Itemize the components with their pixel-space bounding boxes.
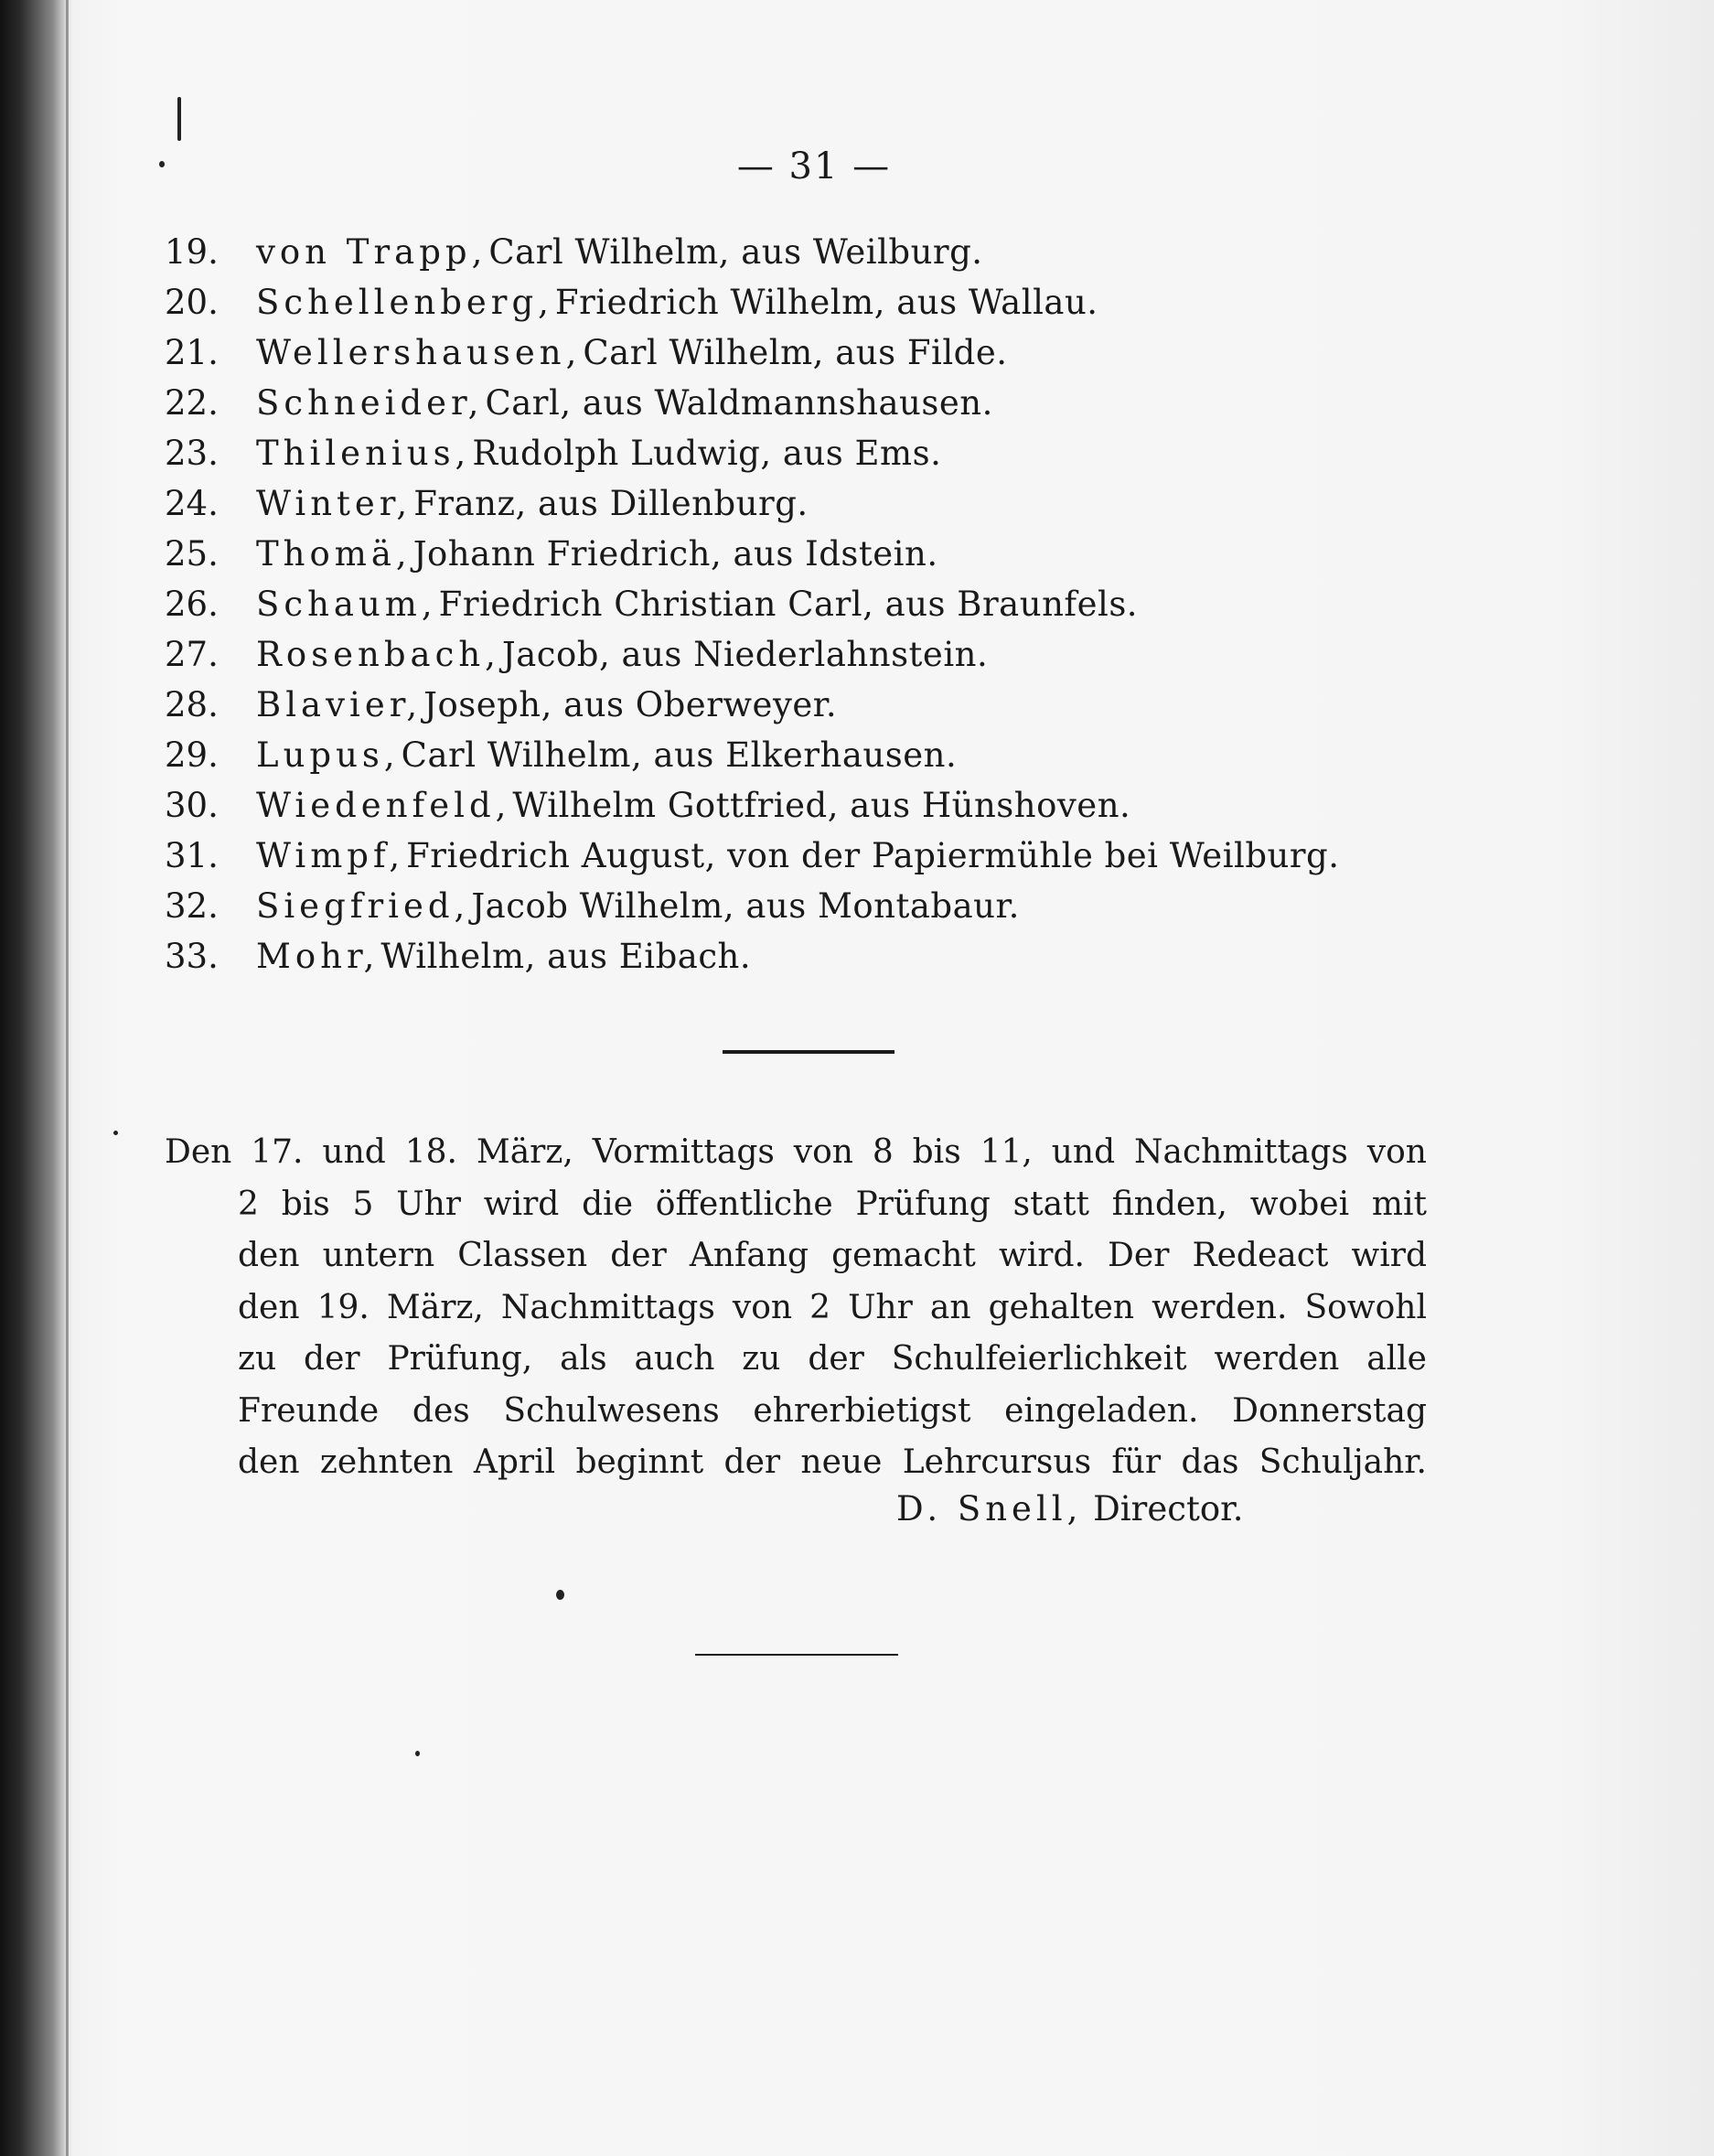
entry-details: Wilhelm Gottfried, aus Hünshoven. bbox=[512, 786, 1131, 825]
entry-surname: Schneider, bbox=[256, 383, 484, 423]
notice-line: 2 bis 5 Uhr wird die öffentliche Prüfung statt finden, wobei mit bbox=[238, 1185, 1427, 1223]
ink-speck bbox=[177, 97, 181, 141]
entry-number: 19. bbox=[165, 232, 219, 272]
entry-surname: Wiedenfeld, bbox=[256, 786, 511, 825]
roster-entry bbox=[165, 881, 1463, 931]
entry-number: 31. bbox=[165, 836, 219, 875]
entry-surname: Wimpf, bbox=[256, 836, 405, 875]
entry-details: Jacob Wilhelm, aus Montabaur. bbox=[471, 886, 1020, 926]
notice-line: zu der Prüfung, als auch zu der Schulfeierlichkeit werden alle bbox=[238, 1340, 1427, 1378]
entry-details: Carl Wilhelm, aus Elkerhausen. bbox=[401, 735, 958, 775]
roster-entry bbox=[165, 478, 1463, 529]
notice-line: den 19. März, Nachmittags von 2 Uhr an gehalten werden. Sowohl bbox=[238, 1288, 1427, 1326]
notice-line: Den 17. und 18. März, Vormittags von 8 bis 11, und Nachmittags von bbox=[165, 1133, 1427, 1171]
entry-surname: Mohr, bbox=[256, 937, 380, 976]
notice-line: den zehnten April beginnt der neue Lehrcursus für das Schuljahr. bbox=[238, 1443, 1427, 1481]
entry-surname: Winter, bbox=[256, 484, 412, 523]
roster-entry bbox=[165, 227, 1463, 277]
roster-entry bbox=[165, 831, 1463, 881]
entry-surname: Schellenberg, bbox=[256, 283, 553, 322]
entry-details: Wilhelm, aus Eibach. bbox=[380, 937, 752, 976]
ink-speck bbox=[415, 1751, 420, 1756]
entry-surname: Thilenius, bbox=[256, 434, 471, 473]
roster-entry bbox=[165, 680, 1463, 730]
entry-details: Friedrich Wilhelm, aus Wallau. bbox=[554, 283, 1098, 322]
roster-entry bbox=[165, 629, 1463, 680]
entry-details: Carl Wilhelm, aus Weilburg. bbox=[488, 232, 983, 272]
entry-number: 27. bbox=[165, 635, 219, 674]
roster-entry bbox=[165, 529, 1463, 579]
entry-number: 26. bbox=[165, 585, 219, 624]
entry-surname: Rosenbach, bbox=[256, 635, 500, 674]
book-spine-shadow bbox=[0, 0, 68, 2156]
entry-details: Carl, aus Waldmannshausen. bbox=[485, 383, 993, 423]
entry-details: Friedrich August, von der Papiermühle bei Weilburg. bbox=[406, 836, 1340, 875]
entry-details: Carl Wilhelm, aus Filde. bbox=[583, 333, 1008, 372]
roster-entry bbox=[165, 277, 1463, 327]
entry-surname: Thomä, bbox=[256, 534, 412, 574]
entry-number: 21. bbox=[165, 333, 219, 372]
entry-number: 32. bbox=[165, 886, 219, 926]
ink-speck bbox=[113, 1131, 118, 1135]
roster-entry bbox=[165, 579, 1463, 629]
closing-rule bbox=[695, 1654, 898, 1656]
entry-number: 33. bbox=[165, 937, 219, 976]
examination-notice bbox=[165, 1127, 1427, 1489]
entry-number: 23. bbox=[165, 434, 219, 473]
entry-surname: Schaum, bbox=[256, 585, 437, 624]
notice-line: Freunde des Schulwesens ehrerbietigst eingeladen. Donnerstag bbox=[238, 1391, 1427, 1430]
entry-surname: von Trapp, bbox=[256, 232, 487, 272]
signature-line bbox=[896, 1482, 1280, 1537]
entry-details: Johann Friedrich, aus Idstein. bbox=[412, 534, 938, 574]
entry-number: 28. bbox=[165, 685, 219, 724]
roster-entry bbox=[165, 931, 1463, 981]
entry-details: Friedrich Christian Carl, aus Braunfels. bbox=[438, 585, 1139, 624]
ink-speck bbox=[556, 1590, 564, 1600]
entry-details: Joseph, aus Oberweyer. bbox=[423, 685, 838, 724]
entry-surname: Siegfried, bbox=[256, 886, 470, 926]
entry-details: Jacob, aus Niederlahnstein. bbox=[501, 635, 989, 674]
page-number: — 31 — bbox=[736, 145, 892, 188]
notice-line: den untern Classen der Anfang gemacht wird. Der Redeact wird bbox=[238, 1237, 1427, 1274]
roster-entry bbox=[165, 378, 1463, 428]
student-roster bbox=[165, 227, 1463, 981]
signature-name: D. Snell, bbox=[896, 1489, 1083, 1529]
roster-entry bbox=[165, 780, 1463, 831]
page-edge bbox=[66, 0, 69, 2156]
section-divider-rule bbox=[723, 1050, 894, 1054]
entry-number: 29. bbox=[165, 735, 219, 775]
roster-entry bbox=[165, 327, 1463, 378]
entry-number: 24. bbox=[165, 484, 219, 523]
entry-number: 25. bbox=[165, 534, 219, 574]
entry-details: Rudolph Ludwig, aus Ems. bbox=[472, 434, 942, 473]
entry-details: Franz, aus Dillenburg. bbox=[413, 484, 809, 523]
entry-surname: Lupus, bbox=[256, 735, 400, 775]
signature-title: Director. bbox=[1093, 1489, 1244, 1529]
entry-number: 20. bbox=[165, 283, 219, 322]
roster-entry bbox=[165, 428, 1463, 478]
entry-surname: Blavier, bbox=[256, 685, 423, 724]
roster-entry bbox=[165, 730, 1463, 780]
ink-speck bbox=[159, 161, 165, 167]
entry-surname: Wellershausen, bbox=[256, 333, 582, 372]
entry-number: 30. bbox=[165, 786, 219, 825]
entry-number: 22. bbox=[165, 383, 219, 423]
